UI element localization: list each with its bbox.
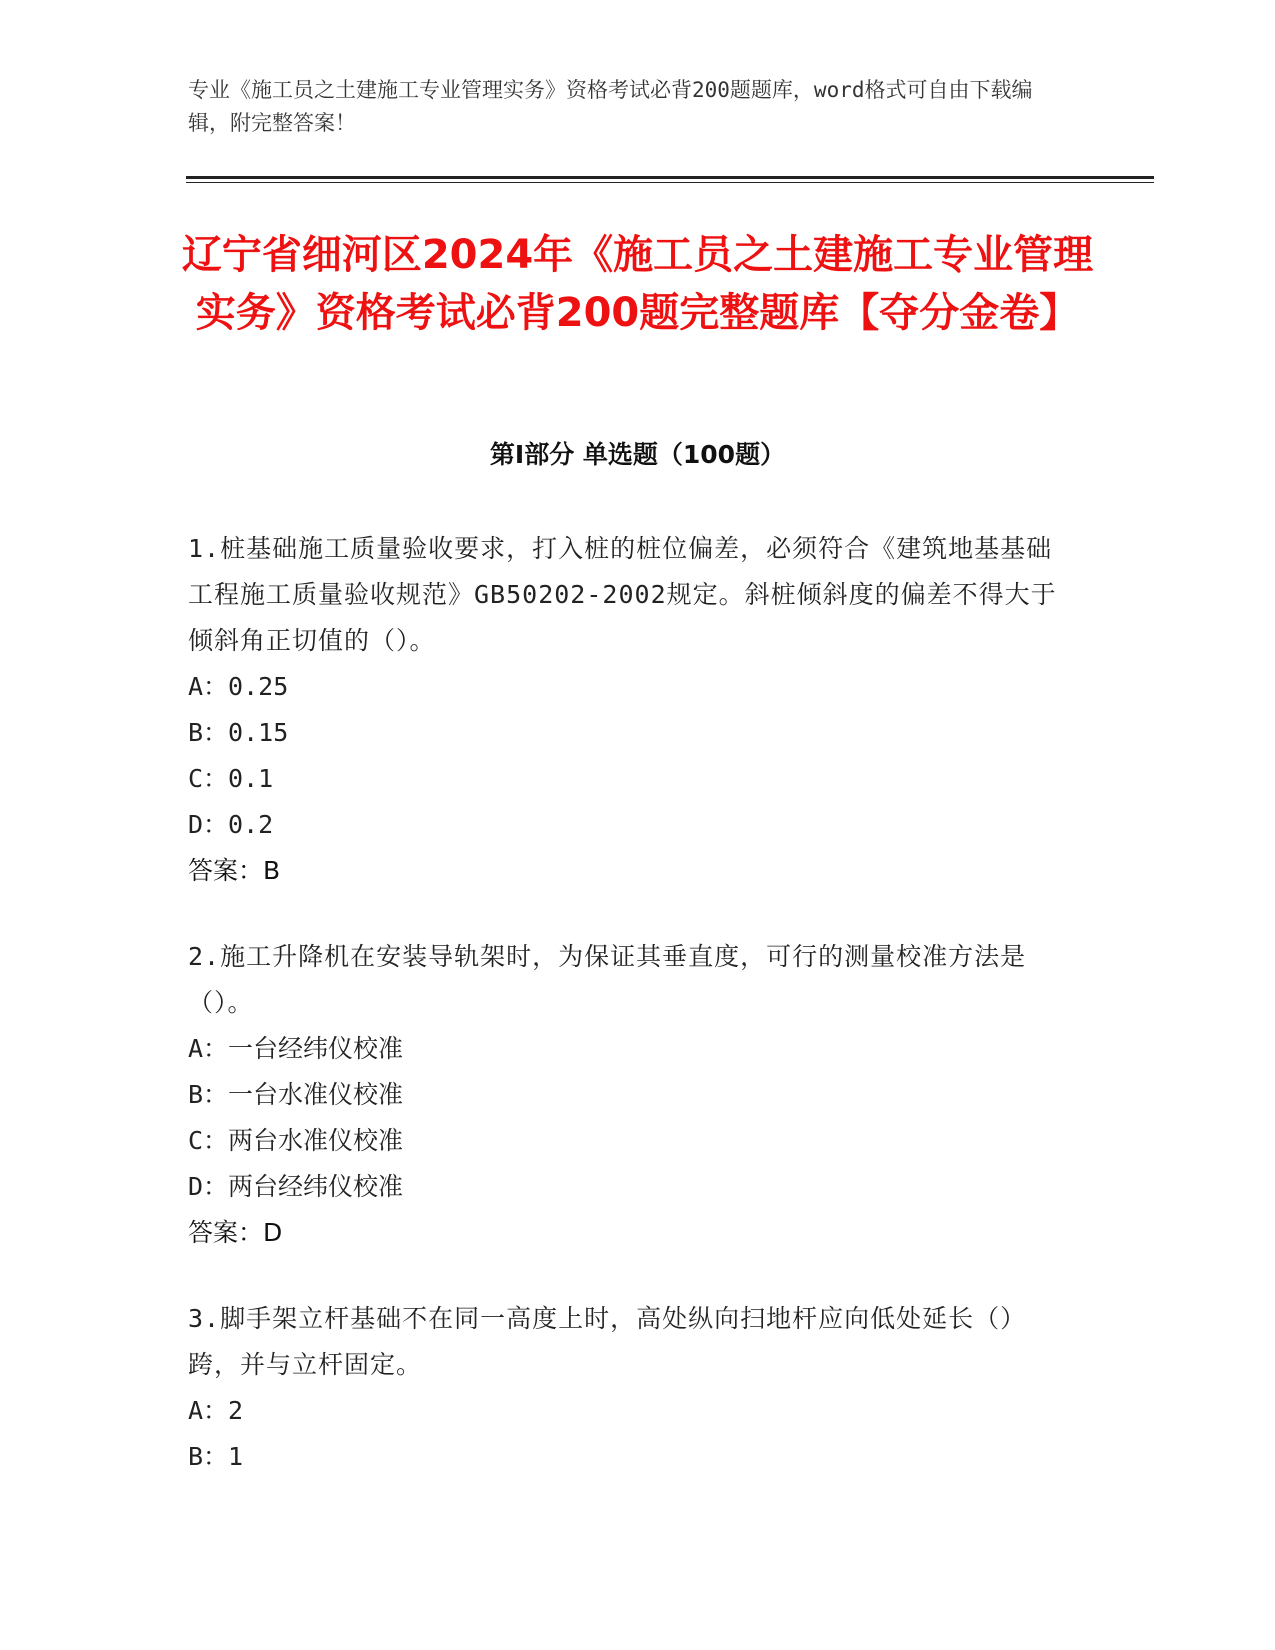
question-1 [188, 526, 1068, 894]
question-2 [188, 934, 1068, 1256]
option-a: A：0.25 [188, 672, 289, 701]
question-stem: 2.施工升降机在安装导轨架时，为保证其垂直度，可行的测量校准方法是（）。 [188, 942, 1027, 1017]
option-c: C：两台水准仪校准 [188, 1126, 404, 1155]
option-c: C：0.1 [188, 764, 274, 793]
question-stem: 1.桩基础施工质量验收要求，打入桩的桩位偏差，必须符合《建筑地基基础工程施工质量验收规范》GB50202-2002规定。斜桩倾斜度的偏差不得大于倾斜角正切值的（）。 [188, 534, 1057, 655]
answer: 答案：B [188, 856, 281, 885]
answer: 答案：D [188, 1218, 283, 1247]
header-rule-thin [186, 182, 1154, 183]
option-a: A：一台经纬仪校准 [188, 1034, 404, 1063]
option-b: B：一台水准仪校准 [188, 1080, 404, 1109]
section-heading: 第I部分 单选题（100题） [489, 440, 786, 469]
question-list [188, 526, 1068, 1520]
option-b: B：0.15 [188, 718, 289, 747]
header-rule-thick [186, 176, 1154, 179]
question-stem: 3.脚手架立杆基础不在同一高度上时，高处纵向扫地杆应向低处延长（）跨，并与立杆固定。 [188, 1304, 1027, 1379]
header-note: 专业《施工员之土建施工专业管理实务》资格考试必背200题题库，word格式可自由下载编辑，附完整答案！ [188, 78, 1033, 135]
option-d: D：0.2 [188, 810, 274, 839]
document-title: 辽宁省细河区2024年《施工员之土建施工专业管理实务》资格考试必背200题完整题库【夺分金卷】 [181, 232, 1094, 336]
question-3 [188, 1296, 1068, 1480]
option-b: B：1 [188, 1442, 244, 1471]
option-a: A：2 [188, 1396, 244, 1425]
option-d: D：两台经纬仪校准 [188, 1172, 404, 1201]
